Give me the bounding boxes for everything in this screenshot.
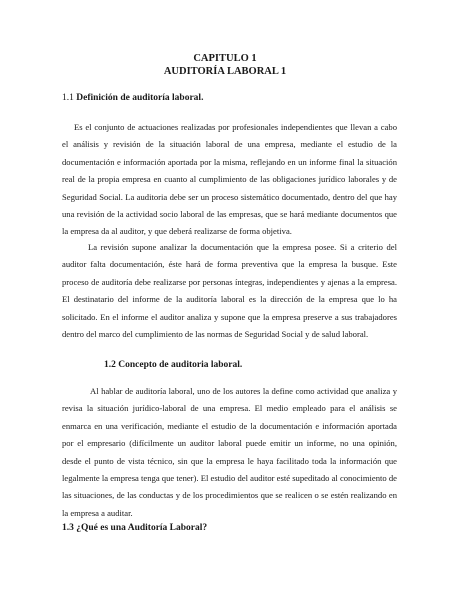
paragraph-review: La revisión supone analizar la documentación que la empresa posee. Si a criterio del auditor falta documentación, éste hará de forma preventiva que la empresa la busque. Este proceso de auditoría debe realizarse por personas íntegras, independientes y ajenas a la empresa. El destinatario del informe de la auditoría laboral es la dirección de la empresa que lo ha solicitado. En el informe el auditor analiza y supone que la empresa preserve a sus trabajadores dentro del marco del cumplimiento de las normas de Seguridad Social y de salud laboral. [62,242,397,340]
section-heading-1-3: 1.3 ¿Qué es una Auditoría Laboral? [62,523,208,533]
chapter-title-block [0,52,450,78]
section-number: 1.1 [62,93,74,103]
section-heading-1-1 [62,92,203,104]
chapter-title: AUDITORÍA LABORAL 1 [163,66,287,77]
section-heading-1-2: 1.2 Concepto de auditoria laboral. [104,360,243,370]
chapter-label: CAPITULO 1 [193,53,257,64]
section-title: Definición de auditoría laboral. [76,93,204,103]
paragraph-definition: Es el conjunto de actuaciones realizadas por profesionales independientes que llevan a cabo el análisis y revisión de la situación laboral de una empresa, mediante el estudio de la documentación e información aportada por la misma, reflejando en un informe final la situación real de la propia empresa en cuanto al cumplimiento de las obligaciones jurídico laborales y de Seguridad Social. La auditoria debe ser un proceso sistemático documentado, dentro del que hay una revisión de la actividad socio laboral de las empresas, que se hará mediante documentos que la empresa da al auditor, y que deberá realizarse de forma objetiva. [62,122,397,237]
paragraph-concept: Al hablar de auditoría laboral, uno de los autores la define como actividad que analiza y revisa la situación jurídico-laboral de una empresa. El medio empleado para el análisis se enmarca en una verificación, mediante el estudio de la documentación e información aportada por el empresario (difícilmente un auditor laboral puede emitir un informe, no una opinión, desde el punto de vista técnico, sin que la empresa le haya facilitado toda la información que legalmente la empresa tenga que tener). El estudio del auditor esté supeditado al conocimiento de las situaciones, de las conductas y de los procedimientos que se realicen o se estén realizando en la empresa a auditar. [62,386,397,518]
